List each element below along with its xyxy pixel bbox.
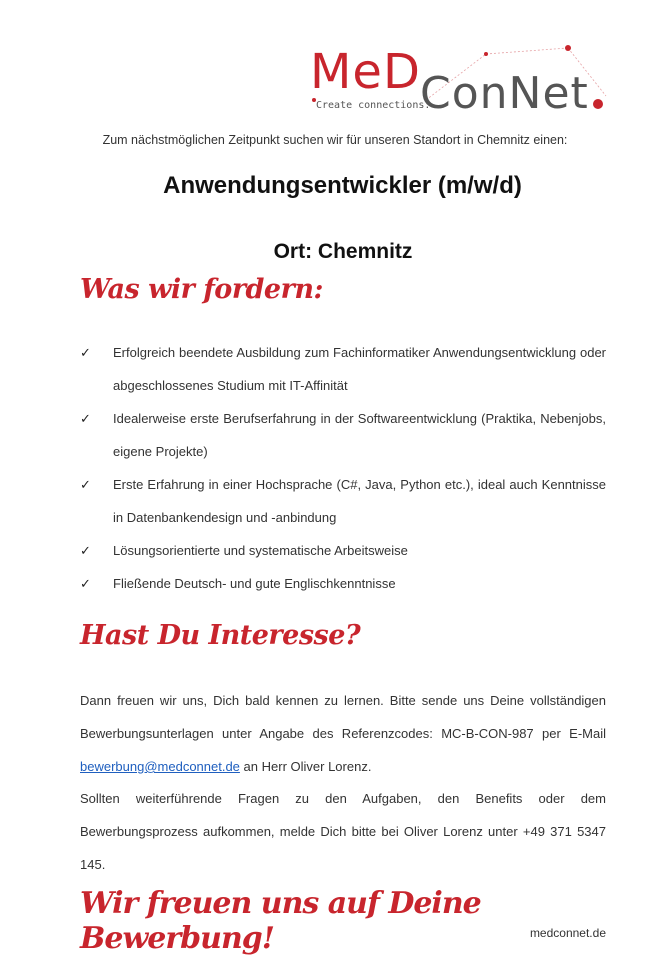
list-item — [80, 336, 606, 402]
application-tail: an Herr Oliver Lorenz. — [243, 759, 372, 774]
list-item — [80, 567, 606, 600]
contact-paragraph: Sollten weiterführende Fragen zu den Aufgaben, den Benefits oder dem Bewerbungsprozess aufkommen, melde Dich bitte bei Oliver Lorenz unter +49 371 5347 145. — [80, 791, 606, 872]
requirement-text: Erfolgreich beendete Ausbildung zum Fachinformatiker Anwendungsentwicklung oder abgeschlossenes Studium mit IT-Affinität — [113, 345, 606, 393]
interest-heading: Hast Du Interesse? — [80, 620, 361, 651]
logo-wordmark-med: MeD — [310, 44, 421, 100]
job-location: Ort: Chemnitz — [273, 240, 413, 263]
checkmark-icon: ✓ — [80, 576, 91, 591]
checkmark-icon: ✓ — [80, 345, 91, 360]
footer-url: medconnet.de — [529, 926, 606, 940]
company-logo — [306, 40, 616, 120]
requirements-heading: Was wir fordern: — [80, 274, 323, 305]
logo-slogan: Create connections. — [316, 100, 431, 111]
requirements-list — [80, 336, 606, 600]
closing-heading: Wir freuen uns auf Deine Bewerbung! — [80, 886, 481, 956]
list-item — [80, 468, 606, 534]
requirement-text: Fließende Deutsch- und gute Englischkenntnisse — [113, 576, 396, 591]
requirement-text: Erste Erfahrung in einer Hochsprache (C#, Java, Python etc.), ideal auch Kenntnisse in Datenbankendesign und -anbindung — [113, 477, 606, 525]
requirement-text: Idealerweise erste Berufserfahrung in der Softwareentwicklung (Praktika, Nebenjobs, eigene Projekte) — [113, 411, 606, 459]
logo-wordmark-connet: ConNet — [420, 68, 589, 119]
list-item — [80, 402, 606, 468]
checkmark-icon: ✓ — [80, 543, 91, 558]
checkmark-icon: ✓ — [80, 411, 91, 426]
application-text: Dann freuen wir uns, Dich bald kennen zu lernen. Bitte sende uns Deine vollständigen Bewerbungsunterlagen unter Angabe des Referenzcodes: MC-B-CON-987 per E-Mail — [80, 693, 606, 741]
intro-text: Zum nächstmöglichen Zeitpunkt suchen wir für unseren Standort in Chemnitz einen: — [102, 133, 568, 147]
checkmark-icon: ✓ — [80, 477, 91, 492]
application-paragraph — [80, 684, 606, 783]
job-title: Anwendungsentwickler (m/w/d) — [163, 172, 522, 199]
list-item — [80, 534, 606, 567]
requirement-text: Lösungsorientierte und systematische Arbeitsweise — [113, 543, 408, 558]
email-link[interactable]: bewerbung@medconnet.de — [80, 759, 240, 774]
